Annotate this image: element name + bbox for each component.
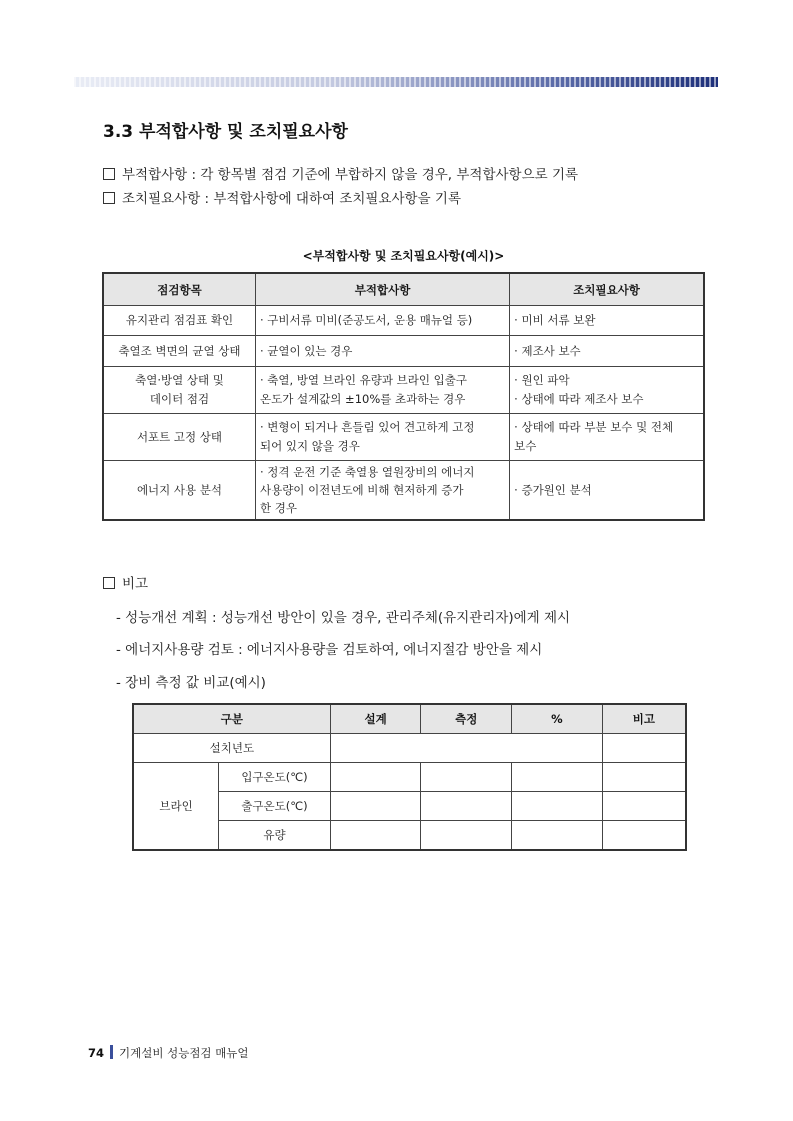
cell-subrow-label: 유량 (219, 821, 331, 851)
cell-percent (512, 763, 603, 792)
cell-percent (512, 821, 603, 851)
cell-subrow-label: 입구온도(℃) (219, 763, 331, 792)
table-row (133, 734, 686, 763)
cell-measured (421, 792, 512, 821)
cell-measured (421, 763, 512, 792)
cell-group-brine: 브라인 (133, 763, 219, 851)
equipment-measurement-table (132, 703, 687, 851)
intro-text: 조치필요사항 : 부적합사항에 대하여 조치필요사항을 기록 (122, 191, 461, 207)
cell-nonconformity: · 축열, 방열 브라인 유량과 브라인 입출구 온도가 설계값의 ±10%를 초과하는 경우 (255, 367, 509, 414)
cell-nonconformity: · 구비서류 미비(준공도서, 운용 매뉴얼 등) (255, 306, 509, 336)
page-number: 74 (88, 1046, 105, 1060)
cell-design (330, 763, 421, 792)
cell-action: · 원인 파악 · 상태에 따라 제조사 보수 (510, 367, 704, 414)
header-design: 설계 (330, 704, 421, 734)
notes-heading (103, 572, 148, 592)
intro-line-2 (103, 187, 461, 207)
cell-item: 서포트 고정 상태 (103, 414, 255, 461)
cell-install-year-value (330, 734, 602, 763)
table-row (103, 367, 704, 414)
note-item: - 에너지사용량 검토 : 에너지사용량을 검토하여, 에너지절감 방안을 제시 (116, 642, 543, 658)
cell-item: 에너지 사용 분석 (103, 461, 255, 521)
cell-subrow-label: 출구온도(℃) (219, 792, 331, 821)
nonconformity-table (102, 272, 705, 521)
header-decor-bar (74, 77, 718, 87)
note-item: - 장비 측정 값 비교(예시) (116, 675, 266, 691)
table-row (133, 763, 686, 792)
section-title: 3.3 부적합사항 및 조치필요사항 (103, 122, 348, 142)
header-nonconformity: 부적합사항 (255, 273, 509, 306)
cell-design (330, 821, 421, 851)
page-footer (88, 1045, 249, 1061)
checkbox-square-icon (103, 192, 115, 204)
intro-line-1 (103, 163, 578, 183)
table-row (103, 461, 704, 521)
cell-percent (512, 792, 603, 821)
note-item: - 성능개선 계획 : 성능개선 방안이 있을 경우, 관리주체(유지관리자)에게 제시 (116, 610, 571, 626)
header-measured: 측정 (421, 704, 512, 734)
table-row (103, 414, 704, 461)
table-header-row (103, 273, 704, 306)
cell-action: · 증가원인 분석 (510, 461, 704, 521)
footer-title: 기계설비 성능점검 매뉴얼 (119, 1046, 249, 1060)
cell-remarks (602, 763, 686, 792)
cell-nonconformity: · 균열이 있는 경우 (255, 336, 509, 367)
cell-remarks (602, 734, 686, 763)
header-remarks: 비고 (602, 704, 686, 734)
cell-nonconformity: · 정격 운전 기준 축열용 열원장비의 에너지 사용량이 이전년도에 비해 현저하게 증가 한 경우 (255, 461, 509, 521)
checkbox-square-icon (103, 168, 115, 180)
intro-text: 부적합사항 : 각 항목별 점검 기준에 부합하지 않을 경우, 부적합사항으로 기록 (122, 167, 579, 183)
cell-measured (421, 821, 512, 851)
footer-divider (110, 1045, 113, 1059)
cell-remarks (602, 821, 686, 851)
cell-item: 유지관리 점검표 확인 (103, 306, 255, 336)
cell-action: · 미비 서류 보완 (510, 306, 704, 336)
cell-item: 축열·방열 상태 및 데이터 점검 (103, 367, 255, 414)
table-row (103, 306, 704, 336)
cell-remarks (602, 792, 686, 821)
header-category: 구분 (133, 704, 330, 734)
header-percent: % (512, 704, 603, 734)
notes-heading-text: 비고 (122, 576, 149, 592)
cell-action: · 제조사 보수 (510, 336, 704, 367)
table-caption: <부적합사항 및 조치필요사항(예시)> (302, 249, 505, 263)
cell-install-year-label: 설치년도 (133, 734, 330, 763)
cell-action: · 상태에 따라 부분 보수 및 전체 보수 (510, 414, 704, 461)
cell-item: 축열조 벽면의 균열 상태 (103, 336, 255, 367)
header-action-required: 조치필요사항 (510, 273, 704, 306)
cell-design (330, 792, 421, 821)
checkbox-square-icon (103, 577, 115, 589)
cell-nonconformity: · 변형이 되거나 흔들림 있어 견고하게 고정 되어 있지 않을 경우 (255, 414, 509, 461)
table-header-row (133, 704, 686, 734)
table-row (103, 336, 704, 367)
header-inspection-item: 점검항목 (103, 273, 255, 306)
